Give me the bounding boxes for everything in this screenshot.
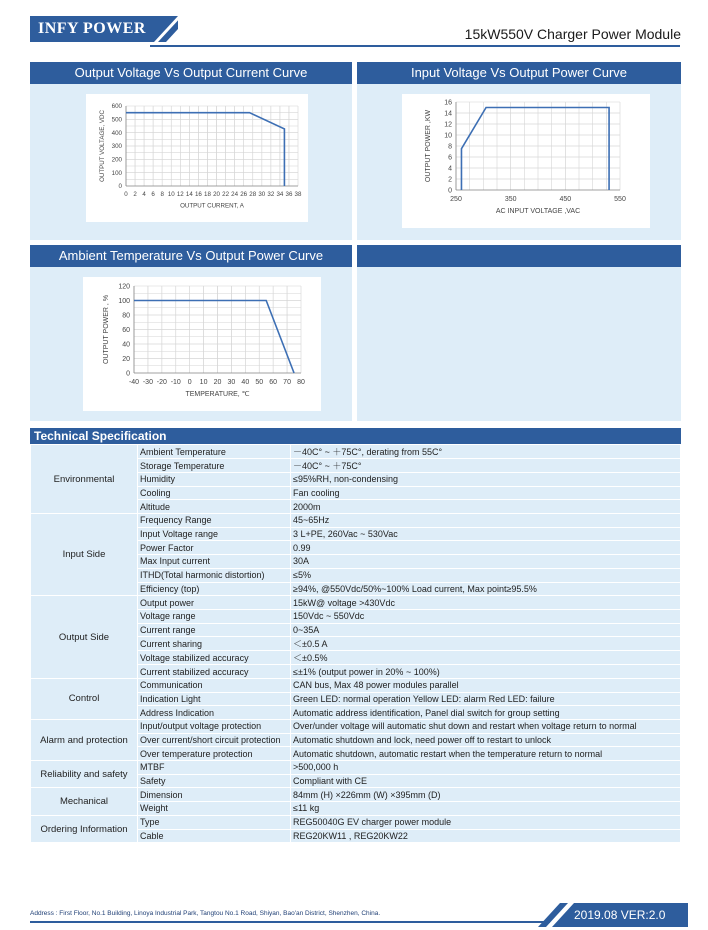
x-tick-label: 24	[231, 191, 239, 199]
spec-item: Current sharing	[138, 637, 291, 651]
spec-value: ≥94%, @550Vdc/50%~100% Load current, Max point≥95.5%	[291, 582, 681, 596]
spec-value: －40C° ~ ＋75C°, derating from 55C°	[291, 445, 681, 459]
y-tick-label: 40	[122, 341, 130, 349]
x-tick-label: 0	[187, 379, 192, 386]
spec-row	[31, 596, 681, 610]
spec-table	[30, 444, 681, 843]
chart-input-power	[402, 94, 650, 228]
x-tick-label: 30	[258, 191, 266, 199]
spec-item: Output power	[138, 596, 291, 610]
spec-value: ≤11 kg	[291, 802, 681, 816]
spec-value: Over/under voltage will automatic shut down and restart when voltage return to normal	[291, 720, 681, 734]
spec-value: －40C° ~ ＋75C°	[291, 459, 681, 473]
spec-category: Alarm and protection	[31, 720, 138, 761]
x-tick-label: 8	[160, 191, 164, 199]
panel-title	[357, 245, 681, 267]
x-tick-label: 28	[249, 191, 257, 199]
x-tick-label: 30	[227, 379, 236, 386]
spec-row	[31, 788, 681, 802]
x-tick-label: 0	[124, 191, 128, 199]
spec-item: Communication	[138, 678, 291, 692]
spec-value: Automatic shutdown, automatic restart when the temperature return to normal	[291, 747, 681, 761]
spec-value: REG20KW11 , REG20KW22	[291, 829, 681, 843]
spec-row	[31, 445, 681, 459]
chart-voltage-current	[86, 94, 308, 222]
spec-category: Mechanical	[31, 788, 138, 815]
x-tick-label: 20	[213, 379, 222, 386]
x-tick-label: 4	[142, 191, 146, 199]
spec-title: Technical Specification	[30, 428, 681, 444]
spec-value: ≤95%RH, non-condensing	[291, 473, 681, 487]
x-tick-label: 60	[269, 379, 278, 386]
x-axis-label: AC INPUT VOLTAGE ,VAC	[495, 208, 581, 215]
y-tick-label: 0	[448, 187, 452, 195]
y-tick-label: 12	[444, 121, 452, 129]
footer-rule	[30, 921, 550, 923]
spec-value: 84mm (H) ×226mm (W) ×395mm (D)	[291, 788, 681, 802]
x-tick-label: 20	[213, 191, 220, 199]
y-axis-label: OUTPUT POWER ,KW	[425, 109, 432, 183]
logo-text: INFY POWER	[38, 20, 146, 37]
spec-row	[31, 678, 681, 692]
series-line	[126, 113, 284, 186]
x-tick-label: 350	[504, 196, 517, 203]
panel-input-power	[357, 62, 681, 240]
spec-item: ITHD(Total harmonic distortion)	[138, 568, 291, 582]
spec-value: REG50040G EV charger power module	[291, 815, 681, 829]
spec-value: Green LED: normal operation Yellow LED: alarm Red LED: failure	[291, 692, 681, 706]
spec-item: Altitude	[138, 500, 291, 514]
spec-item: Input Voltage range	[138, 527, 291, 541]
spec-value: 0~35A	[291, 623, 681, 637]
spec-item: Power Factor	[138, 541, 291, 555]
panel-empty	[357, 245, 681, 421]
spec-value: 2000m	[291, 500, 681, 514]
y-tick-label: 100	[111, 169, 122, 177]
spec-row	[31, 761, 681, 775]
y-tick-label: 200	[111, 156, 122, 164]
footer-address: Address : First Floor, No.1 Building, Linoya Industrial Park, Tangtou No.1 Road, Shiyan, Bao'an District, Shenzhen, China.	[30, 910, 381, 917]
spec-category: Ordering Information	[31, 815, 138, 842]
x-tick-label: -40	[128, 379, 140, 386]
spec-item: Weight	[138, 802, 291, 816]
spec-value: Compliant with CE	[291, 774, 681, 788]
spec-item: Address Indication	[138, 706, 291, 720]
y-tick-label: 100	[118, 297, 130, 305]
x-tick-label: 70	[283, 379, 291, 386]
x-tick-label: 14	[185, 191, 193, 199]
spec-row	[31, 815, 681, 829]
x-tick-label: 6	[151, 191, 155, 199]
footer-version: 2019.08 VER:2.0	[574, 908, 666, 922]
spec-category: Environmental	[31, 445, 138, 514]
spec-value: Fan cooling	[291, 486, 681, 500]
spec-value: >500,000 h	[291, 761, 681, 775]
spec-item: Frequency Range	[138, 514, 291, 528]
spec-item: Humidity	[138, 473, 291, 487]
spec-value: CAN bus, Max 48 power modules parallel	[291, 678, 681, 692]
spec-item: Input/output voltage protection	[138, 720, 291, 734]
y-tick-label: 16	[444, 99, 452, 107]
y-tick-label: 6	[448, 154, 452, 162]
x-tick-label: -30	[142, 379, 153, 386]
header-rule	[150, 45, 680, 47]
spec-item: Efficiency (top)	[138, 582, 291, 596]
spec-value: 0.99	[291, 541, 681, 555]
spec-row	[31, 514, 681, 528]
x-tick-label: 10	[199, 379, 208, 386]
spec-item: Indication Light	[138, 692, 291, 706]
y-tick-label: 300	[111, 143, 122, 151]
spec-value: ＜±0.5 A	[291, 637, 681, 651]
x-tick-label: 80	[297, 379, 305, 386]
panel-voltage-current	[30, 62, 352, 240]
spec-item: Cooling	[138, 486, 291, 500]
chart-card	[86, 94, 308, 222]
x-tick-label: 250	[450, 196, 462, 203]
y-tick-label: 60	[122, 326, 130, 334]
spec-value: 30A	[291, 555, 681, 569]
y-axis-label: OUTPUT VOLTAGE, VDC	[99, 110, 106, 182]
document-title: 15kW550V Charger Power Module	[464, 26, 681, 42]
spec-value: 3 L+PE, 260Vac ~ 530Vac	[291, 527, 681, 541]
spec-item: Cable	[138, 829, 291, 843]
spec-item: Ambient Temperature	[138, 445, 291, 459]
panel-temperature-power	[30, 245, 352, 421]
y-tick-label: 14	[444, 110, 452, 118]
y-tick-label: 10	[444, 132, 452, 140]
spec-value: Automatic address identification, Panel dial switch for group setting	[291, 706, 681, 720]
y-tick-label: 0	[126, 370, 130, 378]
y-tick-label: 0	[118, 183, 122, 191]
y-tick-label: 400	[111, 129, 122, 137]
x-tick-label: 16	[194, 191, 202, 199]
y-tick-label: 600	[111, 103, 122, 111]
x-tick-label: -10	[170, 379, 181, 386]
y-tick-label: 20	[122, 355, 130, 363]
x-tick-label: 38	[294, 191, 302, 199]
x-axis-label: OUTPUT CURRENT, A	[180, 202, 244, 210]
y-tick-label: 120	[118, 283, 130, 291]
x-tick-label: 12	[176, 191, 184, 199]
spec-item: Over temperature protection	[138, 747, 291, 761]
spec-value: ＜±0.5%	[291, 651, 681, 665]
chart-card	[402, 94, 650, 228]
spec-item: Type	[138, 815, 291, 829]
spec-value: ≤±1% (output power in 20% ~ 100%)	[291, 665, 681, 679]
y-tick-label: 2	[448, 176, 452, 184]
spec-value: 150Vdc ~ 550Vdc	[291, 609, 681, 623]
x-tick-label: 32	[267, 191, 275, 199]
spec-category: Input Side	[31, 514, 138, 596]
spec-category: Control	[31, 678, 138, 719]
spec-item: Storage Temperature	[138, 459, 291, 473]
x-tick-label: 2	[133, 191, 137, 199]
x-tick-label: 34	[276, 191, 284, 199]
panel-title: Output Voltage Vs Output Current Curve	[30, 62, 352, 84]
x-tick-label: 450	[559, 196, 572, 203]
chart-temperature-power	[83, 277, 321, 411]
spec-category: Reliability and safety	[31, 761, 138, 788]
spec-item: Max Input current	[138, 555, 291, 569]
y-tick-label: 80	[122, 312, 130, 320]
x-tick-label: 40	[241, 379, 250, 386]
spec-value: Automatic shutdown and lock, need power off to restart to unlock	[291, 733, 681, 747]
chart-card	[83, 277, 321, 411]
spec-item: Current range	[138, 623, 291, 637]
spec-item: Over current/short circuit protection	[138, 733, 291, 747]
x-tick-label: 550	[614, 196, 626, 203]
y-axis-label: OUTPUT POWER , %	[103, 294, 110, 365]
spec-item: Safety	[138, 774, 291, 788]
panel-title: Ambient Temperature Vs Output Power Curve	[30, 245, 352, 267]
spec-item: Voltage stabilized accuracy	[138, 651, 291, 665]
x-tick-label: 26	[240, 191, 248, 199]
x-tick-label: 10	[167, 191, 175, 199]
spec-item: Dimension	[138, 788, 291, 802]
y-tick-label: 4	[448, 165, 452, 173]
spec-category: Output Side	[31, 596, 138, 679]
y-tick-label: 500	[111, 116, 122, 124]
page-header	[0, 0, 708, 50]
spec-value: ≤5%	[291, 568, 681, 582]
spec-value: 45~65Hz	[291, 514, 681, 528]
spec-item: Current stabilized accuracy	[138, 665, 291, 679]
x-axis-label: TEMPERATURE, ℃	[185, 391, 250, 398]
x-tick-label: 22	[222, 191, 230, 199]
spec-row	[31, 720, 681, 734]
y-tick-label: 8	[448, 143, 452, 151]
panel-title: Input Voltage Vs Output Power Curve	[357, 62, 681, 84]
x-tick-label: 50	[255, 379, 264, 386]
spec-item: MTBF	[138, 761, 291, 775]
spec-value: 15kW@ voltage >430Vdc	[291, 596, 681, 610]
x-tick-label: 18	[204, 191, 211, 199]
spec-item: Voltage range	[138, 609, 291, 623]
x-tick-label: -20	[156, 379, 167, 386]
x-tick-label: 36	[285, 191, 293, 199]
